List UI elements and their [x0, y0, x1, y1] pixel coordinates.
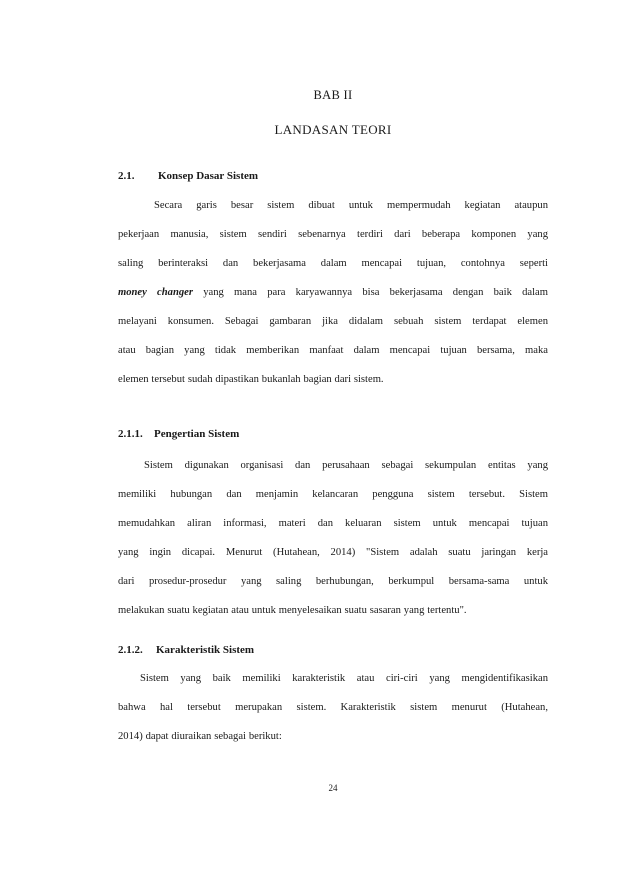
- paragraph-pengertian-sistem: [118, 451, 548, 625]
- section-title: Pengertian Sistem: [154, 428, 240, 440]
- page-number: 24: [328, 783, 338, 793]
- chapter-label: BAB II: [313, 88, 353, 102]
- section-heading-2-1-2: [118, 644, 254, 656]
- section-number: 2.1.2.: [118, 644, 143, 656]
- paragraph-line: yang ingin dicapai. Menurut (Hutahean, 2014) "Sistem adalah suatu jaringan kerja: [118, 547, 548, 558]
- section-heading-2-1-1: [118, 428, 239, 440]
- paragraph-line: Sistem digunakan organisasi dan perusahaan sebagai sekumpulan entitas yang: [144, 460, 548, 471]
- paragraph-karakteristik-sistem: [118, 664, 548, 751]
- section-number: 2.1.: [118, 170, 135, 182]
- paragraph-line: 2014) dapat diuraikan sebagai berikut:: [118, 731, 282, 742]
- paragraph-line: memiliki hubungan dan menjamin kelancaran pengguna sistem tersebut. Sistem: [118, 489, 548, 500]
- paragraph-line-with-emphasis: [118, 278, 548, 307]
- paragraph-line: memudahkan aliran informasi, materi dan keluaran sistem untuk mencapai tujuan: [118, 518, 548, 529]
- paragraph-line: melayani konsumen. Sebagai gambaran jika didalam sebuah sistem terdapat elemen: [118, 316, 548, 327]
- emphasis-term: money changer: [118, 287, 193, 298]
- paragraph-konsep-dasar-sistem: [118, 191, 548, 394]
- paragraph-line: Secara garis besar sistem dibuat untuk mempermudah kegiatan ataupun: [154, 200, 548, 211]
- paragraph-line-rest: yang mana para karyawannya bisa bekerjasama dengan baik dalam: [203, 287, 548, 298]
- paragraph-line: pekerjaan manusia, sistem sendiri sebenarnya terdiri dari beberapa komponen yang: [118, 229, 548, 240]
- section-title: Konsep Dasar Sistem: [158, 170, 259, 182]
- section-number: 2.1.1.: [118, 428, 143, 440]
- paragraph-line: bahwa hal tersebut merupakan sistem. Karakteristik sistem menurut (Hutahean,: [118, 702, 548, 713]
- paragraph-line: melakukan suatu kegiatan atau untuk menyelesaikan suatu sasaran yang tertentu".: [118, 605, 467, 616]
- section-title: Karakteristik Sistem: [156, 644, 255, 656]
- paragraph-line: saling berinteraksi dan bekerjasama dalam mencapai tujuan, contohnya seperti: [118, 258, 548, 269]
- paragraph-line: elemen tersebut sudah dipastikan bukanlah bagian dari sistem.: [118, 374, 384, 385]
- chapter-title: LANDASAN TEORI: [274, 122, 392, 137]
- paragraph-line: atau bagian yang tidak memberikan manfaat dalam mencapai tujuan bersama, maka: [118, 345, 548, 356]
- paragraph-line: dari prosedur-prosedur yang saling berhubungan, berkumpul bersama-sama untuk: [118, 576, 548, 587]
- paragraph-line: Sistem yang baik memiliki karakteristik atau ciri-ciri yang mengidentifikasikan: [140, 673, 548, 684]
- section-heading-2-1: [118, 170, 258, 182]
